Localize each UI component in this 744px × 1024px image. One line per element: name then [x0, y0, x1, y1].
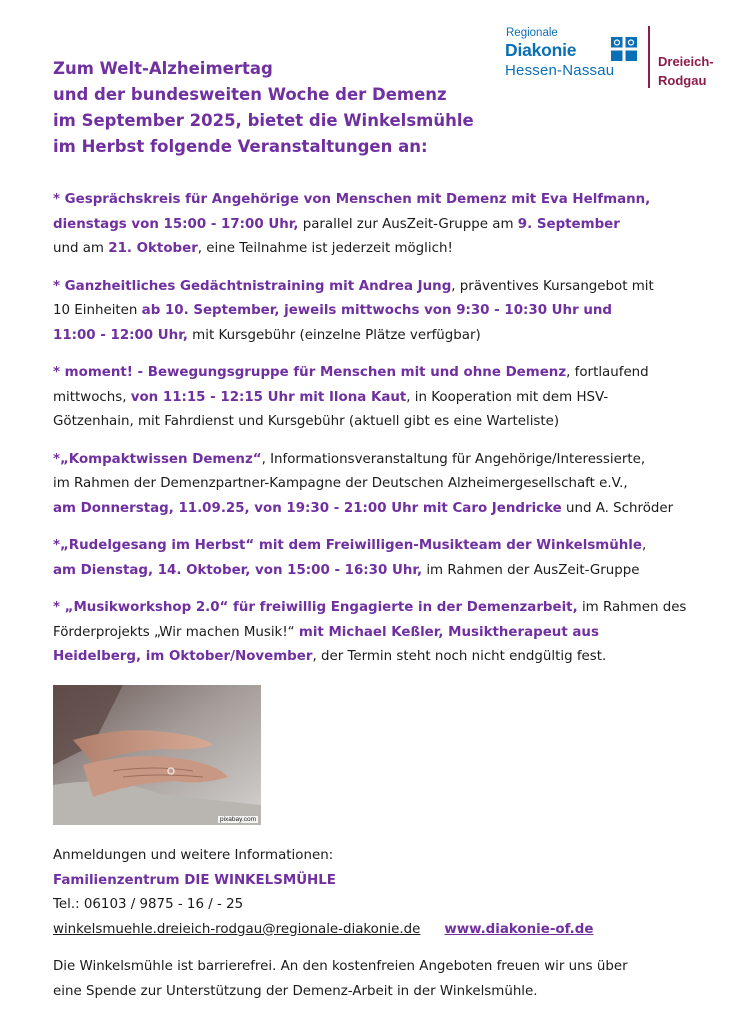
diakonie-logo — [503, 26, 713, 88]
contact-block — [53, 844, 593, 942]
event-line — [53, 324, 693, 349]
contact-intro: Anmeldungen und weitere Informationen: — [53, 848, 334, 863]
logo-place-line: Rodgau — [658, 73, 707, 88]
event-highlight-text: * „Musikworkshop 2.0“ für freiwillig Engagierte in der Demenzarbeit, — [53, 600, 578, 615]
event-text: , — [641, 538, 647, 553]
logo-region: Hessen-Nassau — [505, 62, 615, 79]
event-line — [53, 645, 693, 670]
event-text: mit Kursgebühr (einzelne Plätze verfügbar) — [187, 327, 481, 343]
event-line — [53, 410, 693, 435]
event-entry — [53, 534, 693, 583]
event-entry — [53, 596, 693, 670]
event-line — [53, 621, 693, 646]
event-entry — [53, 188, 693, 262]
contact-org: Familienzentrum DIE WINKELSMÜHLE — [53, 872, 336, 888]
event-highlight-text: * Gesprächskreis für Angehörige von Menschen mit Demenz mit Eva Helfmann, — [53, 192, 651, 207]
event-text: im Rahmen der Demenzpartner-Kampagne der Deutschen Alzheimergesellschaft e.V., — [53, 476, 628, 491]
event-line — [53, 361, 693, 386]
event-line — [53, 596, 693, 621]
logo-place-line: Dreieich- — [658, 54, 714, 69]
contact-links — [53, 918, 593, 943]
logo-divider — [648, 26, 650, 88]
footer-line: eine Spende zur Unterstützung der Demenz-Arbeit in der Winkelsmühle. — [53, 983, 538, 999]
event-list — [53, 188, 693, 683]
event-text: und am — [53, 241, 109, 256]
event-text: , Informationsveranstaltung für Angehörige/Interessierte, — [261, 451, 646, 467]
event-highlight-text: 21. Oktober — [108, 241, 198, 256]
event-entry — [53, 361, 693, 435]
page-heading — [53, 56, 493, 160]
event-line — [53, 472, 693, 497]
event-entry — [53, 448, 693, 522]
event-highlight-text: am Dienstag, 14. Oktober, von 15:00 - 16:30 Uhr, — [53, 562, 423, 578]
event-text: , eine Teilnahme ist jederzeit möglich! — [197, 241, 453, 256]
event-text: , fortlaufend — [566, 365, 649, 380]
event-highlight-text: mit Michael Keßler, Musiktherapeut aus — [298, 624, 599, 640]
event-line — [53, 534, 693, 559]
logo-diakonie: Diakonie — [505, 40, 577, 60]
event-text: und A. Schröder — [561, 500, 674, 516]
hands-illustration — [53, 685, 261, 825]
event-line — [53, 559, 693, 584]
event-highlight-text: * Ganzheitliches Gedächtnistraining mit Andrea Jung — [53, 278, 452, 294]
event-entry — [53, 275, 693, 349]
heading-line: und der bundesweiten Woche der Demenz — [53, 85, 447, 104]
event-highlight-text: * moment! - Bewegungsgruppe für Menschen mit und ohne Demenz — [53, 365, 567, 380]
logo-regionale: Regionale — [506, 27, 558, 39]
event-line — [53, 213, 693, 238]
event-text: Förderprojekts „Wir machen Musik!“ — [53, 624, 299, 640]
heading-line: Zum Welt-Alzheimertag — [53, 59, 273, 78]
event-text: im Rahmen der AusZeit-Gruppe — [422, 562, 640, 578]
event-highlight-text: am Donnerstag, 11.09.25, von 19:30 - 21:00 Uhr mit Caro Jendricke — [53, 500, 562, 516]
contact-tel: Tel.: 06103 / 9875 - 16 / - 25 — [53, 897, 244, 912]
event-text: parallel zur AusZeit-Gruppe am — [298, 216, 518, 232]
event-highlight-text: 11:00 - 12:00 Uhr, — [53, 327, 188, 343]
event-line — [53, 275, 693, 300]
event-line — [53, 237, 693, 262]
event-text: im Rahmen des — [577, 600, 687, 615]
event-text: mittwochs, — [53, 389, 131, 405]
event-text: , präventives Kursangebot mit — [451, 278, 654, 294]
heading-line: im September 2025, bietet die Winkelsmühle — [53, 111, 474, 130]
event-highlight-text: *„Rudelgesang im Herbst“ mit dem Freiwilligen-Musikteam der Winkelsmühle — [53, 538, 642, 553]
footer-note — [53, 955, 628, 1004]
event-highlight-text: ab 10. September, jeweils mittwochs von 9:30 - 10:30 Uhr und — [141, 303, 612, 318]
hands-photo — [53, 685, 261, 825]
event-highlight-text: *„Kompaktwissen Demenz“ — [53, 451, 262, 467]
website-link[interactable]: www.diakonie-of.de — [444, 921, 594, 937]
event-line — [53, 497, 693, 522]
event-text: Götzenhain, mit Fahrdienst und Kursgebühr (aktuell gibt es eine Warteliste) — [53, 414, 560, 429]
diakonie-cross-icon — [611, 37, 637, 61]
event-line — [53, 386, 693, 411]
event-text: , in Kooperation mit dem HSV- — [406, 389, 609, 405]
event-text: , der Termin steht noch nicht endgültig fest. — [312, 649, 607, 664]
event-line — [53, 299, 693, 324]
heading-line: im Herbst folgende Veranstaltungen an: — [53, 137, 428, 156]
event-highlight-text: dienstags von 15:00 - 17:00 Uhr, — [53, 216, 299, 232]
footer-line: Die Winkelsmühle ist barrierefrei. An den kostenfreien Angeboten freuen wir uns über — [53, 959, 628, 974]
event-highlight-text: von 11:15 - 12:15 Uhr mit Ilona Kaut — [130, 389, 407, 405]
photo-credit: pixabay.com — [219, 816, 256, 823]
event-highlight-text: Heidelberg, im Oktober/November — [53, 649, 313, 664]
email-link[interactable]: winkelsmuehle.dreieich-rodgau@regionale-diakonie.de — [53, 921, 421, 937]
event-line — [53, 448, 693, 473]
event-highlight-text: 9. September — [517, 216, 620, 232]
event-line — [53, 188, 693, 213]
event-text: 10 Einheiten — [53, 303, 142, 318]
logo-place — [658, 52, 714, 90]
